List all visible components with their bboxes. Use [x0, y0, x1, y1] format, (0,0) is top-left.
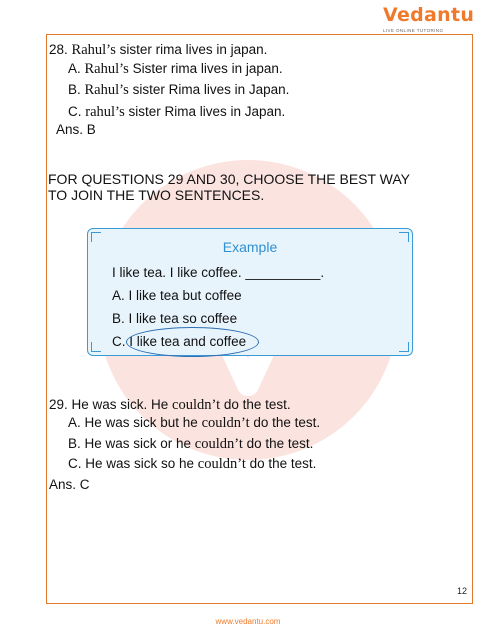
logo-tagline: LIVE ONLINE TUTORING — [383, 28, 444, 33]
corner-decoration — [91, 342, 101, 352]
q29-option-b: B. He was sick or he couldn’t do the test. — [68, 436, 314, 452]
q28-answer: Ans. B — [56, 122, 96, 137]
q28-option-c: C. rahul’s sister Rima lives in Japan. — [68, 104, 286, 120]
example-option-b: B. I like tea so coffee — [112, 311, 238, 326]
answer-circle — [126, 327, 259, 357]
q28-option-b: B. Rahul’s sister Rima lives in Japan. — [68, 82, 290, 98]
example-title: Example — [222, 239, 278, 255]
q29-answer: Ans. C — [49, 477, 90, 492]
q28-question: 28. Rahul’s sister rima lives in japan. — [49, 42, 268, 58]
q29-option-c: C. He was sick so he couldn’t do the test. — [68, 456, 317, 472]
footer-url: www.vedantu.com — [215, 617, 281, 626]
q28-option-a: A. Rahul’s Sister rima lives in japan. — [68, 61, 283, 77]
example-box — [87, 228, 413, 356]
q29-question: 29. He was sick. He couldn’t do the test. — [49, 397, 291, 413]
instruction-line-2: TO JOIN THE TWO SENTENCES. — [48, 187, 265, 203]
instruction-line-1: FOR QUESTIONS 29 AND 30, CHOOSE THE BEST WAY — [48, 171, 411, 187]
vedantu-logo — [383, 4, 473, 34]
logo-wordmark: Vedantu — [383, 4, 475, 26]
example-prompt: I like tea. I like coffee. __________. — [112, 265, 325, 280]
q29-option-a: A. He was sick but he couldn’t do the test. — [68, 415, 321, 431]
example-option-a: A. I like tea but coffee — [112, 288, 242, 303]
example-option-c: C. I like tea and coffee — [112, 334, 247, 349]
corner-decoration — [399, 342, 409, 352]
page-number: 12 — [457, 586, 468, 596]
